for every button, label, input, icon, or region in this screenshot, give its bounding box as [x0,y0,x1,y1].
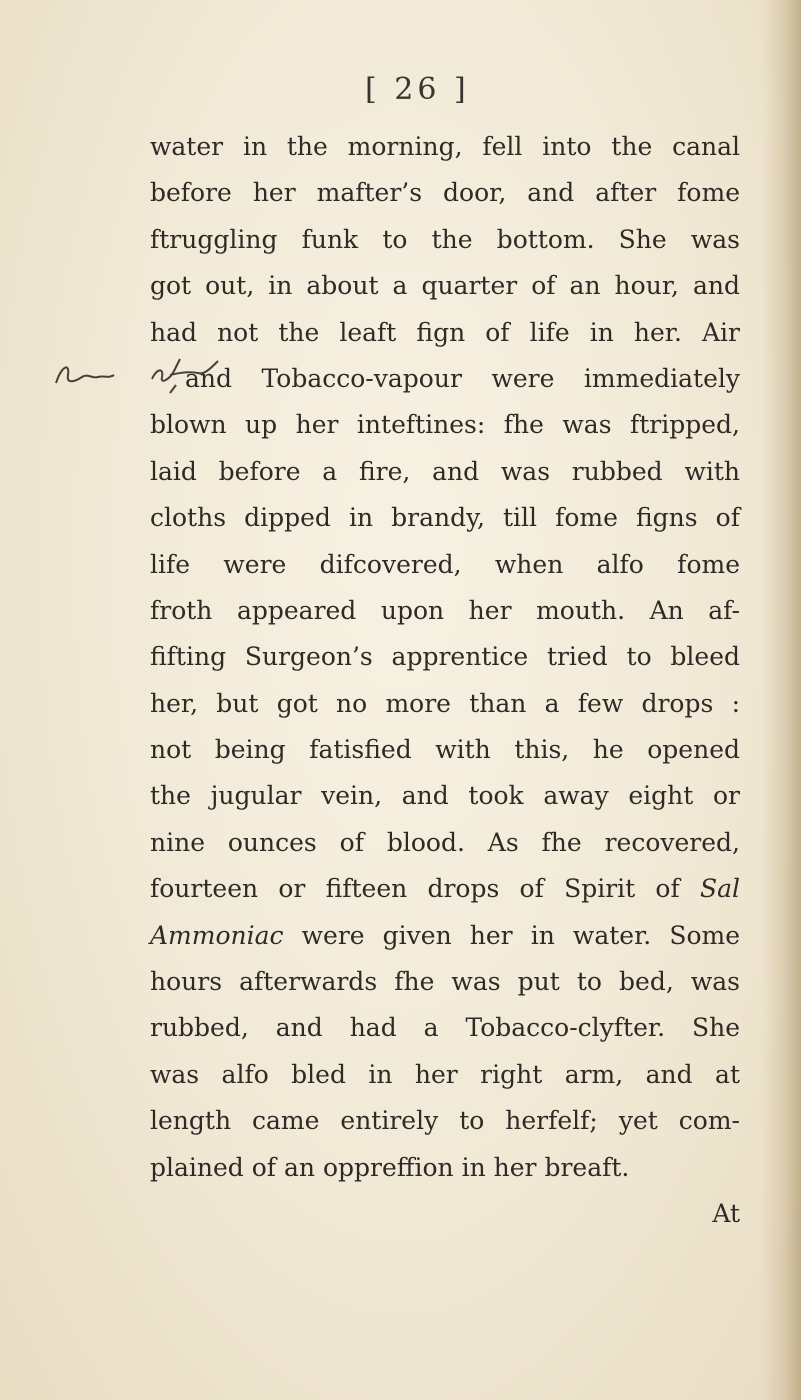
text-line: life were difcovered, when alfo fome [150,549,740,579]
text-line: water in the morning, fell into the canal [150,132,740,161]
text-line: fifting Surgeon’s apprentice tried to bleed [150,642,740,672]
page-number: [ 26 ] [365,72,470,107]
italic-term: Sal [699,874,740,904]
text-segment: fourteen or fifteen drops of Spirit of [150,874,700,904]
text-line: had not the leaft fign of life in her. Air [150,317,740,347]
text-line: cloths dipped in brandy, till fome figns of [150,503,740,533]
text-line: her, but got no more than a few drops : [150,688,740,718]
text-line: was alfo bled in her right arm, and at [150,1059,740,1089]
body-text [150,124,740,1237]
text-line: blown up her inteftines: fhe was ftripped, [150,410,740,440]
text-line: got out, in about a quarter of an hour, and [150,271,740,301]
text-line: rubbed, and had a Tobacco-clyfter. She [150,1013,740,1043]
italic-term: Ammoniac [150,920,284,950]
catchword: At [712,1198,740,1228]
text-line: the jugular vein, and took away eight or [150,781,740,811]
text-line-mixed [150,866,740,912]
text-line: before her mafter’s door, and after fome [150,178,740,208]
text-segment: were given her in water. Some [283,920,740,950]
text-line: nine ounces of blood. As fhe recovered, [150,827,740,857]
text-line: not being fatisfied with this, he opened [150,735,740,765]
text-line: laid before a fire, and was rubbed with [150,456,740,486]
text-line: plained of an oppreffion in her breaft. [150,1152,630,1182]
text-line: ftruggling funk to the bottom. She was [150,224,740,254]
text-line: and Tobacco-vapour were immediately [185,363,740,393]
text-line-mixed [150,913,740,959]
text-line: hours afterwards fhe was put to bed, was [150,967,740,997]
page-edge-shadow [761,0,801,1400]
text-line: length came entirely to herfelf; yet com- [150,1106,740,1136]
text-line: froth appeared upon her mouth. An af- [150,595,740,625]
